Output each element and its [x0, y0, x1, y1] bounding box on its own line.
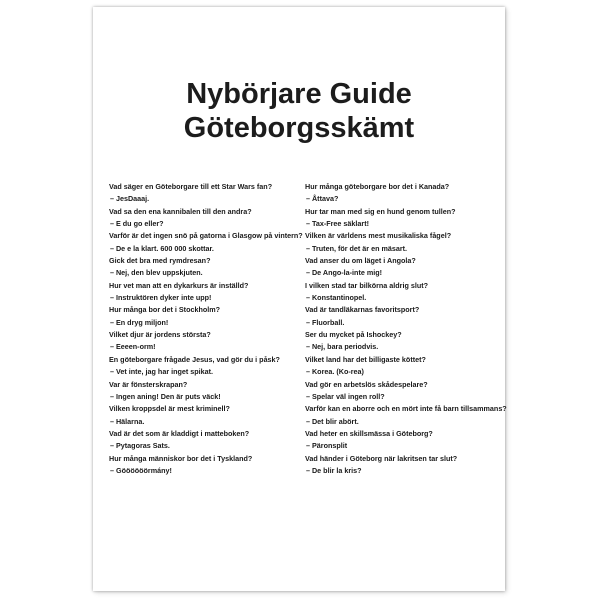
- joke-answer: – JesDaaaj.: [110, 194, 150, 204]
- joke-answer: – De blir la kris?: [306, 465, 362, 475]
- joke-question: Vad gör en arbetslös skådespelare?: [305, 379, 428, 389]
- joke-question: Vilken kroppsdel är mest kriminell?: [109, 404, 230, 414]
- joke-column-left: [109, 181, 303, 477]
- joke-question: Vad säger en Göteborgare till ett Star Wars fan?: [109, 182, 273, 191]
- joke-question: Hur många bor det i Stockholm?: [109, 305, 221, 315]
- joke-question: Vilket land har det billigaste köttet?: [305, 354, 426, 364]
- joke-answer: – Fluorball.: [306, 317, 345, 327]
- joke-answer: – Det blir abört.: [306, 416, 359, 426]
- joke-answer: – De Ango-la-inte mig!: [306, 268, 383, 278]
- joke-question: Vad är tandläkarnas favoritsport?: [305, 305, 420, 315]
- joke-column-right: [305, 181, 507, 477]
- joke-question: Vilken är världens mest musikaliska fågel?: [305, 231, 452, 241]
- joke-answer: – Nej, den blev uppskjuten.: [110, 268, 203, 278]
- joke-question: Vad sa den ena kannibalen till den andra?: [109, 206, 252, 216]
- joke-question: Hur vet man att en dykarkurs är inställd?: [109, 280, 249, 290]
- joke-answer: – Hälarna.: [110, 416, 145, 426]
- poster-sheet: [93, 7, 505, 591]
- title-line-1: Nybörjare Guide: [186, 78, 412, 110]
- joke-answer: – Göööööörmány!: [110, 465, 172, 475]
- joke-question: Gick det bra med rymdresan?: [109, 256, 211, 266]
- joke-question: Vad är det som är kladdigt i matteboken?: [109, 428, 250, 438]
- joke-question: Hur tar man med sig en hund genom tullen?: [305, 206, 456, 216]
- joke-question: Vad heter en skillsmässa i Göteborg?: [305, 428, 433, 438]
- joke-answer: – En dryg miljon!: [110, 317, 169, 327]
- joke-answer: – Pytagoras Sats.: [110, 441, 170, 451]
- joke-answer: – E du go eller?: [110, 219, 164, 229]
- joke-question: Hur många göteborgare bor det i Kanada?: [305, 182, 450, 191]
- joke-answer: – Nej, bara periodvis.: [306, 342, 379, 352]
- poster-title: [93, 77, 505, 145]
- joke-question: Ser du mycket på Ishockey?: [305, 330, 402, 340]
- joke-question: Varför kan en aborre och en mört inte få barn tillsammans?: [305, 404, 507, 414]
- joke-answer: – Eeeen-orm!: [110, 342, 156, 352]
- joke-answer: – Spelar väl ingen roll?: [306, 391, 385, 401]
- joke-answer: – Tax-Free säklart!: [306, 219, 369, 229]
- title-line-2: Göteborgsskämt: [183, 112, 415, 144]
- joke-question: Vad anser du om läget i Angola?: [305, 256, 416, 266]
- joke-answer: – Konstantinopel.: [306, 293, 367, 303]
- joke-answer: – Åttava?: [306, 194, 339, 204]
- joke-answer: – Päronsplit: [306, 441, 348, 451]
- joke-question: Vilket djur är jordens största?: [109, 330, 211, 340]
- joke-question: En göteborgare frågade Jesus, vad gör du i påsk?: [109, 354, 280, 364]
- joke-answer: – De e la klart. 600 000 skottar.: [110, 243, 214, 253]
- joke-answer: – Truten, för det är en mäsart.: [306, 243, 408, 253]
- joke-question: Hur många människor bor det i Tyskland?: [109, 453, 253, 463]
- joke-answer: – Vet inte, jag har inget spikat.: [110, 367, 214, 377]
- joke-answer: – Ingen aning! Den är puts väck!: [110, 391, 221, 401]
- joke-question: Vad händer i Göteborg när lakritsen tar slut?: [305, 453, 458, 463]
- joke-answer: – Korea. (Ko-rea): [306, 367, 364, 377]
- joke-question: Var är fönsterskrapan?: [109, 379, 188, 389]
- joke-question: I vilken stad tar bilkörna aldrig slut?: [305, 280, 429, 290]
- joke-question: Varför är det ingen snö på gatorna i Glasgow på vintern?: [109, 231, 303, 241]
- joke-answer: – Instruktören dyker inte upp!: [110, 293, 212, 303]
